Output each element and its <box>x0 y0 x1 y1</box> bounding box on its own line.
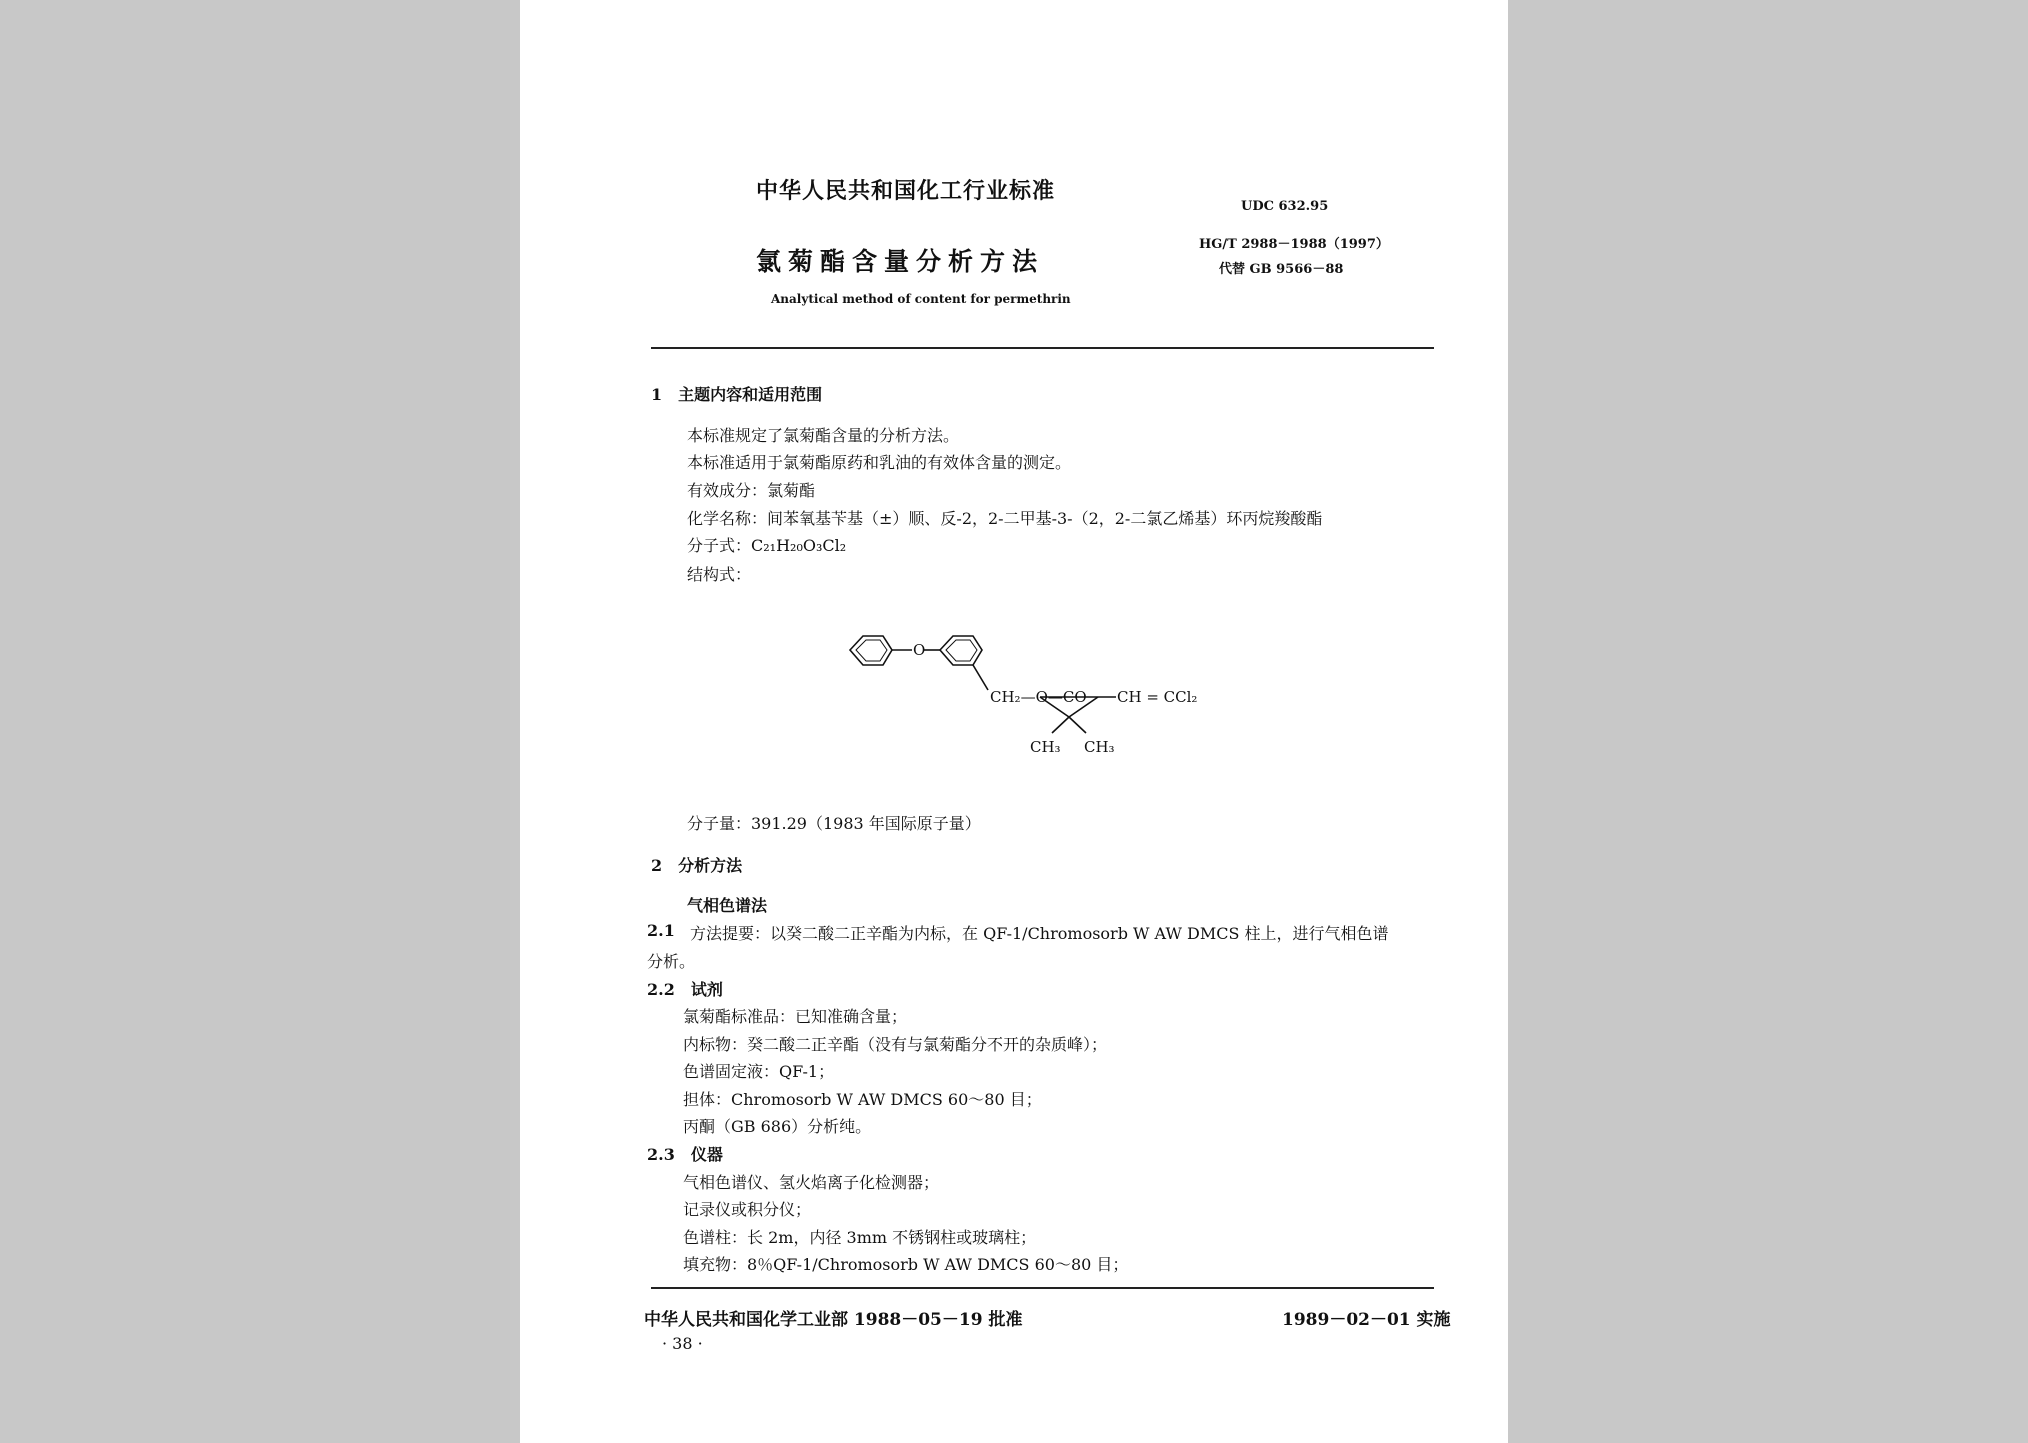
document-title-english: Analytical method of content for permethrin <box>771 292 1071 306</box>
methyl-right: CH₃ <box>1084 738 1115 756</box>
section-2-2-heading: 2.2 试剂 <box>647 980 723 999</box>
ester-linkage: CH₂—O—CO <box>990 688 1087 706</box>
section-2-1-number: 2.1 <box>647 921 675 940</box>
section-1-line: 本标准规定了氯菊酯含量的分析方法。 <box>687 426 960 445</box>
instrument-item: 色谱柱：长 2m，内径 3mm 不锈钢柱或玻璃柱； <box>683 1228 1037 1247</box>
section-2-1-continued: 分析。 <box>647 952 696 971</box>
section-1-line: 有效成分：氯菊酯 <box>687 481 816 500</box>
section-1-line: 化学名称：间苯氧基苄基（±）顺、反-2，2-二甲基-3-（2，2-二氯乙烯基）环丙烷羧酸酯 <box>687 509 1323 528</box>
footer-divider <box>651 1287 1434 1289</box>
standard-code: HG/T 2988－1988（1997） <box>1199 237 1389 252</box>
reagent-item: 担体：Chromosorb W AW DMCS 60～80 目； <box>683 1090 1042 1109</box>
instrument-item: 填充物：8％QF-1/Chromosorb W AW DMCS 60～80 目； <box>683 1255 1129 1274</box>
standard-name: 中华人民共和国化工行业标准 <box>756 178 1056 204</box>
section-2-1-text: 方法提要：以癸二酸二正辛酯为内标，在 QF-1/Chromosorb W AW DMCS 柱上，进行气相色谱 <box>690 924 1389 943</box>
instrument-item: 记录仪或积分仪； <box>683 1200 812 1219</box>
reagent-item: 氯菊酯标准品：已知准确含量； <box>683 1007 908 1026</box>
reagent-item: 丙酮（GB 686）分析纯。 <box>683 1117 872 1136</box>
implementation-date: 1989－02－01 实施 <box>1282 1310 1451 1330</box>
udc-code: UDC 632.95 <box>1241 199 1329 214</box>
molecular-formula: 分子式：C₂₁H₂₀O₃Cl₂ <box>687 536 847 555</box>
page-number: · 38 · <box>662 1334 703 1353</box>
document-page <box>520 0 1508 1443</box>
header-divider <box>651 347 1434 349</box>
reagent-item: 内标物：癸二酸二正辛酯（没有与氯菊酯分不开的杂质峰）； <box>683 1035 1108 1054</box>
method-name: 气相色谱法 <box>687 896 768 915</box>
methyl-left: CH₃ <box>1030 738 1061 756</box>
ether-oxygen: O <box>913 641 926 659</box>
reagent-item: 色谱固定液：QF-1； <box>683 1062 835 1081</box>
document-title: 氯菊酯含量分析方法 <box>756 247 1045 276</box>
section-2-3-heading: 2.3 仪器 <box>647 1145 723 1164</box>
molecular-weight: 分子量：391.29（1983 年国际原子量） <box>687 814 981 833</box>
structural-formula-diagram <box>830 620 1290 760</box>
approval-statement: 中华人民共和国化学工业部 1988－05－19 批准 <box>644 1310 1023 1330</box>
instrument-item: 气相色谱仪、氢火焰离子化检测器； <box>683 1173 940 1192</box>
replaces-standard: 代替 GB 9566－88 <box>1219 262 1344 277</box>
section-1-heading: 1 主题内容和适用范围 <box>651 385 823 404</box>
vinyl-group: CH = CCl₂ <box>1117 688 1198 706</box>
structural-formula-label: 结构式： <box>687 565 752 584</box>
section-2-heading: 2 分析方法 <box>651 856 743 875</box>
section-1-line: 本标准适用于氯菊酯原药和乳油的有效体含量的测定。 <box>687 453 1072 472</box>
